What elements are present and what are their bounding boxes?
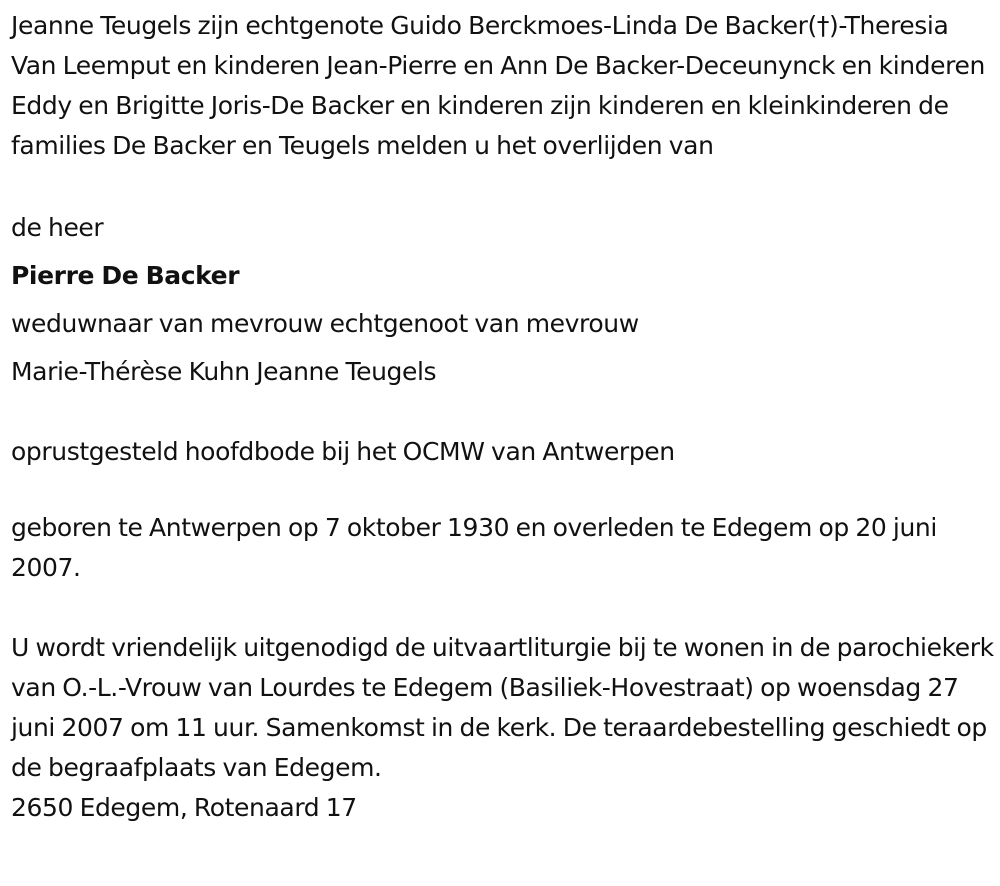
intro-paragraph: Jeanne Teugels zijn echtgenote Guido Berckmoes-Linda De Backer(†)-Theresia Van Leemput en kinderen Jean-Pierre en Ann De Backer-Deceunynck en kinderen Eddy en Brigitte Joris-De Backer en kinderen zijn kinderen en kleinkinderen de families De Backer en Teugels melden u het overlijden van bbox=[11, 11, 985, 160]
address: 2650 Edegem, Rotenaard 17 bbox=[11, 793, 357, 822]
death-notice bbox=[11, 6, 996, 828]
honorific: de heer bbox=[11, 213, 104, 242]
spacer bbox=[11, 476, 996, 508]
deceased-name: Pierre De Backer bbox=[11, 261, 240, 290]
relation-line-1: weduwnaar van mevrouw echtgenoot van mevrouw bbox=[11, 309, 639, 338]
spacer bbox=[11, 396, 996, 428]
relation-line-2: Marie-Thérèse Kuhn Jeanne Teugels bbox=[11, 357, 437, 386]
birth-death-paragraph: geboren te Antwerpen op 7 oktober 1930 en overleden te Edegem op 20 juni 2007. bbox=[11, 513, 937, 582]
funeral-paragraph: U wordt vriendelijk uitgenodigd de uitvaartliturgie bij te wonen in de parochiekerk van O.-L.-Vrouw van Lourdes te Edegem (Basiliek-Hovestraat) op woensdag 27 juni 2007 om 11 uur. Samenkomst in de kerk. De teraardebestelling geschiedt op de begraafplaats van Edegem. bbox=[11, 633, 994, 782]
spacer bbox=[11, 166, 996, 204]
occupation: oprustgesteld hoofdbode bij het OCMW van Antwerpen bbox=[11, 437, 675, 466]
spacer bbox=[11, 588, 996, 628]
